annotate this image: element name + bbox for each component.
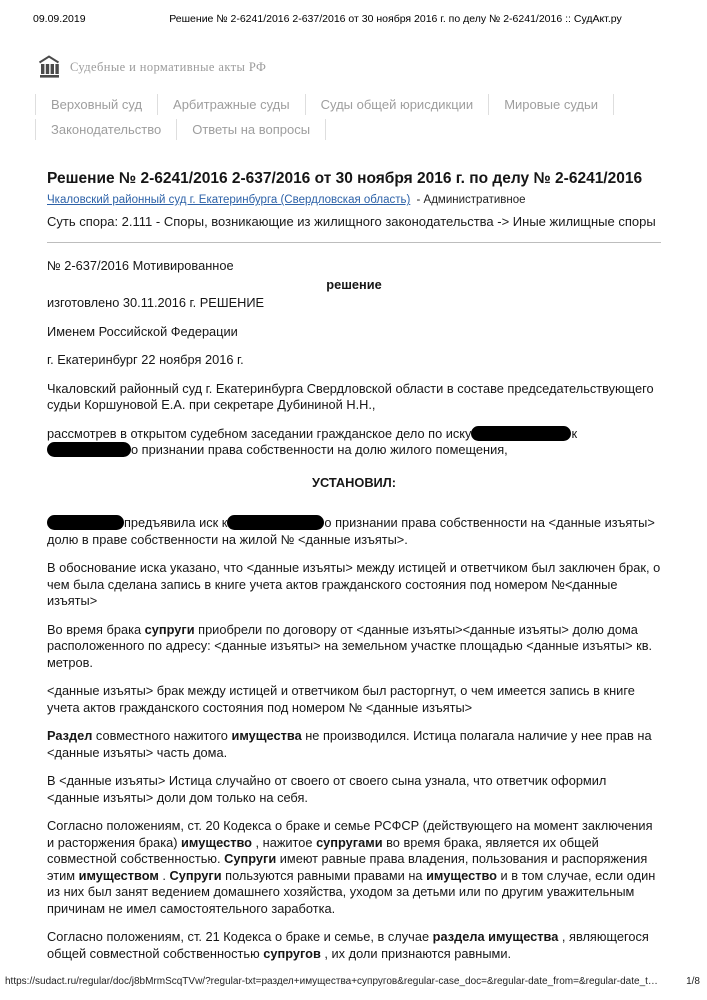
text-run: изготовлено 30.11.2016 г. РЕШЕНИЕ <box>47 295 265 311</box>
nav-row <box>35 94 707 115</box>
text-run: № 2-637/2016 Мотивированное <box>47 258 234 274</box>
article-title: Решение № 2-6241/2016 2-637/2016 от 30 ноября 2016 г. по делу № 2-6241/2016 <box>47 170 643 187</box>
text-run: и в том случае, если один из них был занят ведением домашнего хозяйства, уходом за детьми или по другим уважительным причинам не имел самостоятельного заработка. <box>47 867 656 916</box>
emphasized-text: раздела имущества <box>432 929 559 945</box>
text-run: <данные изъяты> брак между истицей и ответчиком был расторгнут, о чем имеется запись в книге учета актов гражданского состояния под номером № <данные изъяты> <box>47 683 635 715</box>
text-run: совместного нажитого <box>92 728 232 744</box>
redacted-text <box>227 515 324 530</box>
nav-item[interactable]: Суды общей юрисдикции <box>305 94 489 115</box>
paragraph <box>47 728 661 761</box>
text-run: во время брака, является их общей совместной собственностью. <box>47 834 599 867</box>
text-run: Именем Российской Федерации <box>47 323 238 339</box>
emphasized-text: имущество <box>426 867 497 883</box>
text-run: Согласно положениям, ст. 21 Кодекса о браке и семье, в случае <box>47 929 433 945</box>
redacted-text <box>47 515 124 530</box>
text-run: о признании права собственности на <данные изъяты> долю в праве собственности на жилой № <данные изъяты>. <box>47 515 655 547</box>
emphasized-text: решение <box>326 276 382 292</box>
text-run: Во время брака <box>47 621 145 637</box>
paragraph <box>47 381 661 414</box>
text-run: пользуются равными правами на <box>221 867 427 883</box>
divider <box>47 242 661 243</box>
text-run: Чкаловский районный суд г. Екатеринбурга Свердловской области в составе председательствующего судьи Коршуновой Е.А. при секретаре Дубининой Н.Н., <box>47 380 654 413</box>
print-date: 09.09.2019 <box>33 13 86 25</box>
text-run: не производился. Истица полагала наличие у нее прав на <данные изъяты> часть дома. <box>47 728 652 760</box>
paragraph <box>47 277 661 294</box>
article-head <box>47 169 661 229</box>
paragraph <box>47 929 661 962</box>
text-run: В обоснование иска указано, что <данные изъяты> между истицей и ответчиком был заключен брак, о чем была сделана запись в книге учета актов гражданского состояния под номером №<данные изъяты> <box>47 560 661 609</box>
paragraph <box>47 324 661 341</box>
paragraph <box>47 560 661 610</box>
redacted-text <box>471 426 571 441</box>
text-run: к <box>571 425 578 441</box>
print-header <box>0 0 707 25</box>
text-run: , их доли признаются равными. <box>320 945 512 961</box>
emphasized-text: имущество <box>181 834 252 850</box>
nav-item[interactable]: Мировые судьи <box>488 94 614 115</box>
paragraph <box>47 426 661 459</box>
redacted-text <box>47 442 131 457</box>
page-indicator: 1/8 <box>686 976 700 987</box>
text-run: имеют равные права владения, пользования и распоряжения этим <box>47 851 648 883</box>
site-nav <box>35 94 707 140</box>
emphasized-text: Супруги <box>224 851 277 867</box>
site-logo-label: Судебные и нормативные акты РФ <box>70 59 267 74</box>
nav-row <box>35 119 707 140</box>
case-type-label: - Административное <box>416 194 526 207</box>
paragraph <box>47 475 661 492</box>
emphasized-text: супруги <box>144 621 195 637</box>
text-run: , являющегося общей совместной собственностью <box>47 929 649 961</box>
paragraph <box>47 622 661 672</box>
text-run: о признании права собственности на долю жилого помещения, <box>131 442 508 458</box>
paragraph <box>47 295 661 312</box>
emphasized-text: супругов <box>263 945 321 961</box>
text-run: приобрели по договору от <данные изъяты><данные изъяты> долю дома расположенного по адресу: <данные изъяты> на земельном участке площадью <данные изъяты> кв. метров. <box>47 621 653 670</box>
emphasized-text: супругами <box>316 834 383 850</box>
emphasized-text: УСТАНОВИЛ: <box>311 474 396 490</box>
text-run: . <box>158 867 170 883</box>
print-footer <box>5 976 700 987</box>
paragraph <box>47 258 661 275</box>
court-line <box>47 194 661 206</box>
text-run: рассмотрев в открытом судебном заседании гражданское дело по иску <box>47 425 472 441</box>
text-run: , нажитое <box>251 834 317 850</box>
emphasized-text: имуществом <box>78 867 159 883</box>
print-page-title: Решение № 2-6241/2016 2-637/2016 от 30 ноября 2016 г. по делу № 2-6241/2016 :: СудАкт.ру <box>169 13 622 25</box>
emphasized-text: Раздел <box>47 728 93 744</box>
paragraph <box>47 818 661 917</box>
document-body <box>47 258 661 962</box>
court-link[interactable]: Чкаловский районный суд г. Екатеринбурга (Свердловская область) <box>47 194 411 207</box>
paragraph <box>47 515 661 548</box>
dispute-summary: Суть спора: 2.111 - Споры, возникающие из жилищного законодательства -> Иные жилищные споры <box>47 214 656 230</box>
site-logo[interactable] <box>37 55 707 79</box>
nav-item[interactable]: Законодательство <box>35 119 176 140</box>
print-footer-url: https://sudact.ru/regular/doc/j8bMrmScqTVw/?regular-txt=раздел+имущества+супругов&regular-case_doc=&regular-date_from=&regular-date_t… <box>5 976 658 987</box>
text-run: В <данные изъяты> Истица случайно от своего от своего сына узнала, что ответчик оформил <данные изъяты> доли дом только на себя. <box>47 773 607 805</box>
nav-item[interactable]: Верховный суд <box>35 94 157 115</box>
paragraph <box>47 352 661 369</box>
text-run: Согласно положениям, ст. 20 Кодекса о браке и семье РСФСР (действующего на момент заключения и расторжения брака) <box>47 818 653 850</box>
courthouse-columns-icon <box>37 55 61 79</box>
emphasized-text: Супруги <box>169 867 222 883</box>
nav-item[interactable]: Арбитражные суды <box>157 94 305 115</box>
nav-item[interactable]: Ответы на вопросы <box>176 119 326 140</box>
paragraph <box>47 773 661 806</box>
emphasized-text: имущества <box>231 728 302 744</box>
text-run: предъявила иск к <box>124 515 228 531</box>
paragraph <box>47 683 661 716</box>
text-run: г. Екатеринбург 22 ноября 2016 г. <box>47 352 244 368</box>
